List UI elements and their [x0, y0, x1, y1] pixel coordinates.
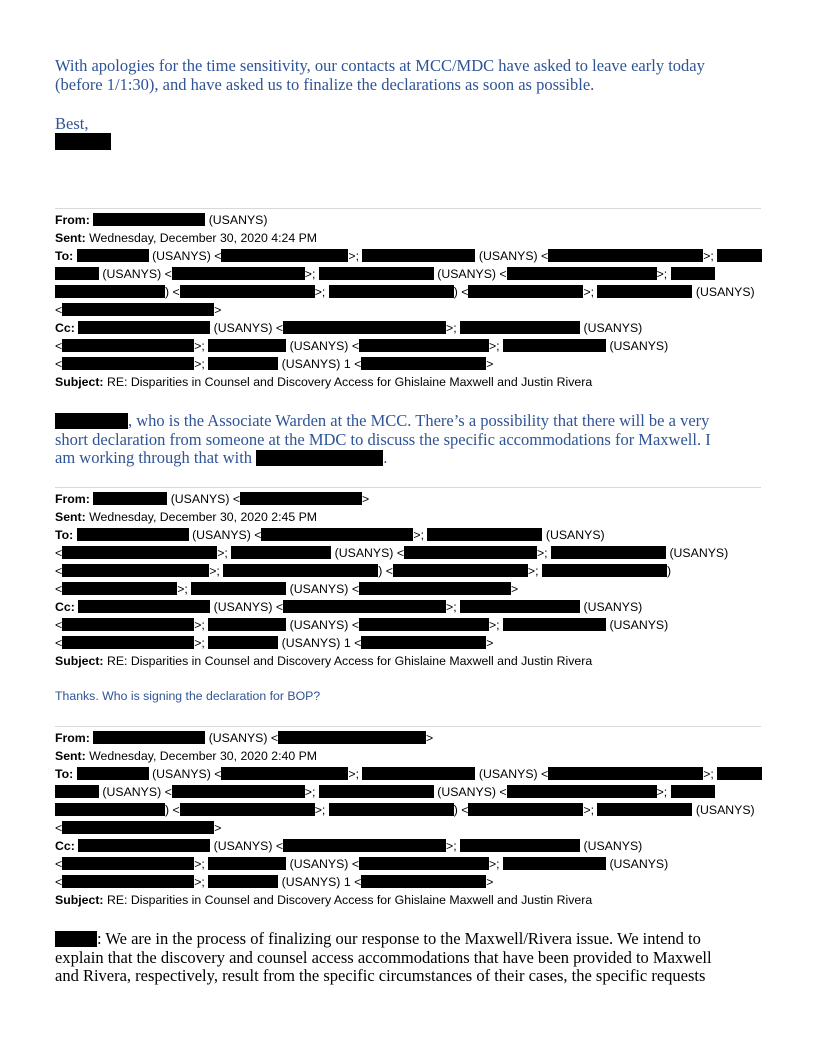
cc-row-cont [55, 855, 765, 873]
subject: RE: Disparities in Counsel and Discovery Access for Ghislaine Maxwell and Justin Rivera [106, 375, 593, 389]
from: From: [55, 213, 90, 227]
gt-semi: >; [656, 785, 668, 799]
gt-semi: >; [703, 249, 714, 263]
redaction [503, 339, 606, 352]
redaction [180, 803, 315, 816]
redaction [62, 357, 194, 370]
cc: Cc: [55, 600, 75, 614]
redaction [542, 564, 667, 577]
gt-semi: >; [314, 285, 326, 299]
usanys-1-lt: (USANYS) 1 < [281, 357, 362, 371]
usanys-1-lt: (USANYS) 1 < [281, 875, 362, 889]
lt: < [55, 582, 63, 596]
redaction [361, 875, 486, 888]
line1-rest: , who is the Associate Warden at the MCC. There’s a possibility that there will be a very [128, 411, 710, 430]
gt: > [511, 582, 519, 596]
separator [55, 208, 761, 209]
to: To: [55, 767, 74, 781]
cc-row-cont [55, 337, 765, 355]
redaction [427, 528, 542, 541]
to-row [55, 526, 765, 544]
redaction [460, 839, 580, 852]
sent: Wednesday, December 30, 2020 4:24 PM [89, 231, 318, 245]
redaction [503, 618, 606, 631]
usanys: (USANYS) [609, 618, 669, 632]
redaction [78, 600, 210, 613]
redaction [62, 857, 194, 870]
usanys: (USANYS) [208, 213, 268, 227]
redaction [77, 528, 189, 541]
to: To: [55, 528, 74, 542]
redaction [362, 767, 475, 780]
email-header-1 [55, 211, 765, 391]
gt-semi: >; [583, 803, 595, 817]
redaction [208, 357, 278, 370]
redaction [191, 582, 286, 595]
to-row-cont [55, 801, 765, 819]
subject: Subject: [55, 375, 104, 389]
gt-semi: >; [304, 267, 316, 281]
subject-row [55, 373, 765, 391]
cc-row [55, 837, 765, 855]
cc: Cc: [55, 321, 75, 335]
gt-semi: >; [194, 875, 205, 889]
usanys: (USANYS) [583, 600, 643, 614]
lt: < [55, 303, 63, 317]
usanys-lt: (USANYS) < [152, 249, 222, 263]
redaction [93, 492, 167, 505]
redaction [319, 267, 434, 280]
usanys: (USANYS) [583, 321, 643, 335]
paren: ) [666, 564, 672, 578]
usanys-lt: (USANYS) < [213, 321, 284, 335]
redaction [507, 267, 657, 280]
line3-start: am working through that with [55, 448, 253, 467]
from-row [55, 211, 765, 229]
redaction [362, 249, 475, 262]
gt-semi: >; [177, 582, 188, 596]
to: To: [55, 249, 74, 263]
gt-semi: >; [446, 839, 457, 853]
redaction [359, 618, 489, 631]
subject: Subject: [55, 654, 104, 668]
gt: > [362, 492, 370, 506]
to-row [55, 247, 765, 265]
sign-off [55, 115, 765, 134]
redaction [671, 267, 715, 280]
gt: > [486, 357, 494, 371]
usanys-lt: (USANYS) < [289, 857, 359, 871]
sent-row [55, 229, 765, 247]
separator [55, 487, 761, 488]
from-row [55, 729, 765, 747]
gt-semi: >; [194, 636, 205, 650]
redaction [62, 339, 194, 352]
email-header-2 [55, 490, 765, 670]
cc-row-cont [55, 634, 765, 652]
gt: > [214, 821, 222, 835]
usanys-lt: (USANYS) < [289, 618, 359, 632]
to-row-cont [55, 283, 765, 301]
lt: < [55, 339, 63, 353]
usanys-lt: (USANYS) < [289, 582, 359, 596]
usanys: (USANYS) [583, 839, 643, 853]
usanys-lt: (USANYS) < [437, 267, 507, 281]
redaction [503, 857, 606, 870]
lt: < [55, 857, 63, 871]
usanys-lt: (USANYS) < [170, 492, 241, 506]
redaction [55, 803, 165, 816]
gt: > [486, 875, 494, 889]
redaction [62, 303, 214, 316]
usanys-lt: (USANYS) < [478, 767, 549, 781]
redaction [468, 803, 583, 816]
message-body-1 [55, 412, 765, 468]
redaction [460, 321, 580, 334]
line2: explain that the discovery and counsel access accommodations that have been provided to Maxwell [55, 947, 712, 967]
gt-semi: >; [446, 600, 457, 614]
redaction [77, 249, 149, 262]
redaction [93, 731, 205, 744]
gt-semi: >; [489, 618, 500, 632]
gt-semi: >; [656, 267, 668, 281]
intro-paragraph [55, 57, 765, 94]
redaction [208, 857, 286, 870]
usanys-lt: (USANYS) < [192, 528, 262, 542]
redaction [597, 285, 692, 298]
to-row-cont [55, 544, 765, 562]
subject-row [55, 652, 765, 670]
gt-semi: >; [304, 785, 316, 799]
lt: < [55, 636, 63, 650]
redaction [278, 731, 426, 744]
sent: Sent: [55, 749, 86, 763]
gt-semi: >; [489, 339, 500, 353]
sent-row [55, 508, 765, 526]
to-row-cont [55, 580, 765, 598]
sign-off-text: Best, [55, 114, 89, 133]
redaction [240, 492, 362, 505]
gt: > [214, 303, 222, 317]
redaction [223, 564, 378, 577]
gt-semi: >; [217, 546, 228, 560]
redaction [55, 285, 165, 298]
gt-semi: >; [446, 321, 457, 335]
gt-semi: >; [537, 546, 548, 560]
usanys-lt: (USANYS) < [437, 785, 507, 799]
gt-semi: >; [348, 767, 360, 781]
redaction [404, 546, 537, 559]
usanys: (USANYS) [609, 857, 669, 871]
email-header-3 [55, 729, 765, 909]
line1-rest: : We are in the process of finalizing our response to the Maxwell/Rivera issue. We intend to [97, 929, 701, 948]
to-row-cont [55, 301, 765, 319]
redaction [62, 564, 209, 577]
redaction [361, 636, 486, 649]
gt-semi: >; [413, 528, 425, 542]
redaction [551, 546, 666, 559]
gt-semi: >; [314, 803, 326, 817]
redaction [548, 249, 703, 262]
redaction [597, 803, 692, 816]
redaction [221, 249, 348, 262]
redaction [208, 618, 286, 631]
cc-row [55, 598, 765, 616]
usanys-lt: (USANYS) < [478, 249, 549, 263]
lt: < [55, 564, 63, 578]
gt-semi: >; [194, 339, 205, 353]
usanys-1-lt: (USANYS) 1 < [281, 636, 362, 650]
to-row-cont [55, 819, 765, 837]
paren-lt: ) < [378, 564, 393, 578]
to-row-cont [55, 783, 765, 801]
redaction [62, 546, 217, 559]
usanys-lt: (USANYS) < [102, 785, 172, 799]
redaction [78, 839, 210, 852]
sent: Wednesday, December 30, 2020 2:40 PM [89, 749, 318, 763]
redaction [221, 767, 348, 780]
redaction [62, 636, 194, 649]
redaction [62, 821, 214, 834]
redaction [319, 785, 434, 798]
paren-lt: ) < [165, 285, 180, 299]
redaction [460, 600, 580, 613]
subject: RE: Disparities in Counsel and Discovery Access for Ghislaine Maxwell and Justin Rivera [106, 893, 593, 907]
cc-row-cont [55, 873, 765, 891]
sent-row [55, 747, 765, 765]
gt-semi: >; [194, 618, 205, 632]
cc-row-cont [55, 616, 765, 634]
subject: Subject: [55, 893, 104, 907]
redaction [261, 528, 413, 541]
redaction [208, 339, 286, 352]
redaction [172, 267, 305, 280]
line3: and Rivera, respectively, result from the specific circumstances of their cases, the specific requests [55, 966, 706, 985]
redaction [359, 339, 489, 352]
cc-row [55, 319, 765, 337]
cc: Cc: [55, 839, 75, 853]
redaction [55, 931, 97, 947]
redaction [507, 785, 657, 798]
subject-row [55, 891, 765, 909]
redaction [62, 582, 177, 595]
redaction [55, 267, 99, 280]
redaction [77, 767, 149, 780]
redaction [208, 636, 278, 649]
redaction [548, 767, 703, 780]
usanys: (USANYS) [669, 546, 729, 560]
usanys-lt: (USANYS) < [213, 839, 284, 853]
usanys-lt: (USANYS) < [152, 767, 222, 781]
lt: < [55, 875, 63, 889]
lt: < [55, 618, 63, 632]
redaction [62, 875, 194, 888]
redaction [283, 839, 446, 852]
from: From: [55, 731, 90, 745]
cc-row-cont [55, 355, 765, 373]
paren-lt: ) < [453, 803, 469, 817]
redaction [62, 618, 194, 631]
reply-note: Thanks. Who is signing the declaration for BOP? [55, 689, 321, 703]
redaction [468, 285, 583, 298]
lt: < [55, 546, 63, 560]
gt: > [486, 636, 494, 650]
paren-lt: ) < [453, 285, 469, 299]
separator [55, 726, 761, 727]
redaction [359, 857, 489, 870]
intro-line-2: (before 1/1:30), and have asked us to finalize the declarations as soon as possible. [55, 74, 595, 94]
usanys: (USANYS) [695, 285, 755, 299]
gt-semi: >; [583, 285, 595, 299]
sent: Sent: [55, 510, 86, 524]
redacted-signature [55, 133, 111, 150]
to-row [55, 765, 765, 783]
usanys: (USANYS) [545, 528, 605, 542]
gt-semi: >; [194, 357, 205, 371]
usanys-lt: (USANYS) < [213, 600, 284, 614]
redaction [208, 875, 278, 888]
redaction [93, 213, 205, 226]
redaction [393, 564, 528, 577]
message-body-3 [55, 930, 765, 986]
from-row [55, 490, 765, 508]
usanys: (USANYS) [695, 803, 755, 817]
gt-semi: >; [194, 857, 205, 871]
gt-semi: >; [209, 564, 220, 578]
usanys-lt: (USANYS) < [334, 546, 404, 560]
redaction [717, 249, 762, 262]
usanys-lt: (USANYS) < [289, 339, 359, 353]
redaction [283, 600, 446, 613]
usanys-lt: (USANYS) < [208, 731, 279, 745]
to-row-cont [55, 265, 765, 283]
redaction [359, 582, 511, 595]
redaction [55, 413, 128, 429]
subject: RE: Disparities in Counsel and Discovery Access for Ghislaine Maxwell and Justin Rivera [106, 654, 593, 668]
gt-semi: >; [703, 767, 714, 781]
lt: < [55, 357, 63, 371]
paren-lt: ) < [165, 803, 180, 817]
redaction [283, 321, 446, 334]
intro-line-1: With apologies for the time sensitivity, our contacts at MCC/MDC have asked to leave early today [55, 56, 705, 75]
usanys-lt: (USANYS) < [102, 267, 172, 281]
from: From: [55, 492, 90, 506]
redaction [78, 321, 210, 334]
to-row-cont [55, 562, 765, 580]
usanys: (USANYS) [609, 339, 669, 353]
lt: < [55, 821, 63, 835]
redaction [717, 767, 762, 780]
redaction [231, 546, 331, 559]
redaction [671, 785, 715, 798]
redaction [256, 450, 383, 466]
gt-semi: >; [348, 249, 360, 263]
line3-end: . [383, 448, 388, 467]
redaction [172, 785, 305, 798]
sent: Sent: [55, 231, 86, 245]
gt: > [426, 731, 434, 745]
redaction [180, 285, 315, 298]
line2: short declaration from someone at the MDC to discuss the specific accommodations for Maxwell. I [55, 429, 711, 449]
redaction [329, 803, 454, 816]
gt-semi: >; [489, 857, 500, 871]
sent: Wednesday, December 30, 2020 2:45 PM [89, 510, 318, 524]
redaction [361, 357, 486, 370]
redaction [55, 785, 99, 798]
gt-semi: >; [527, 564, 539, 578]
redaction [329, 285, 454, 298]
